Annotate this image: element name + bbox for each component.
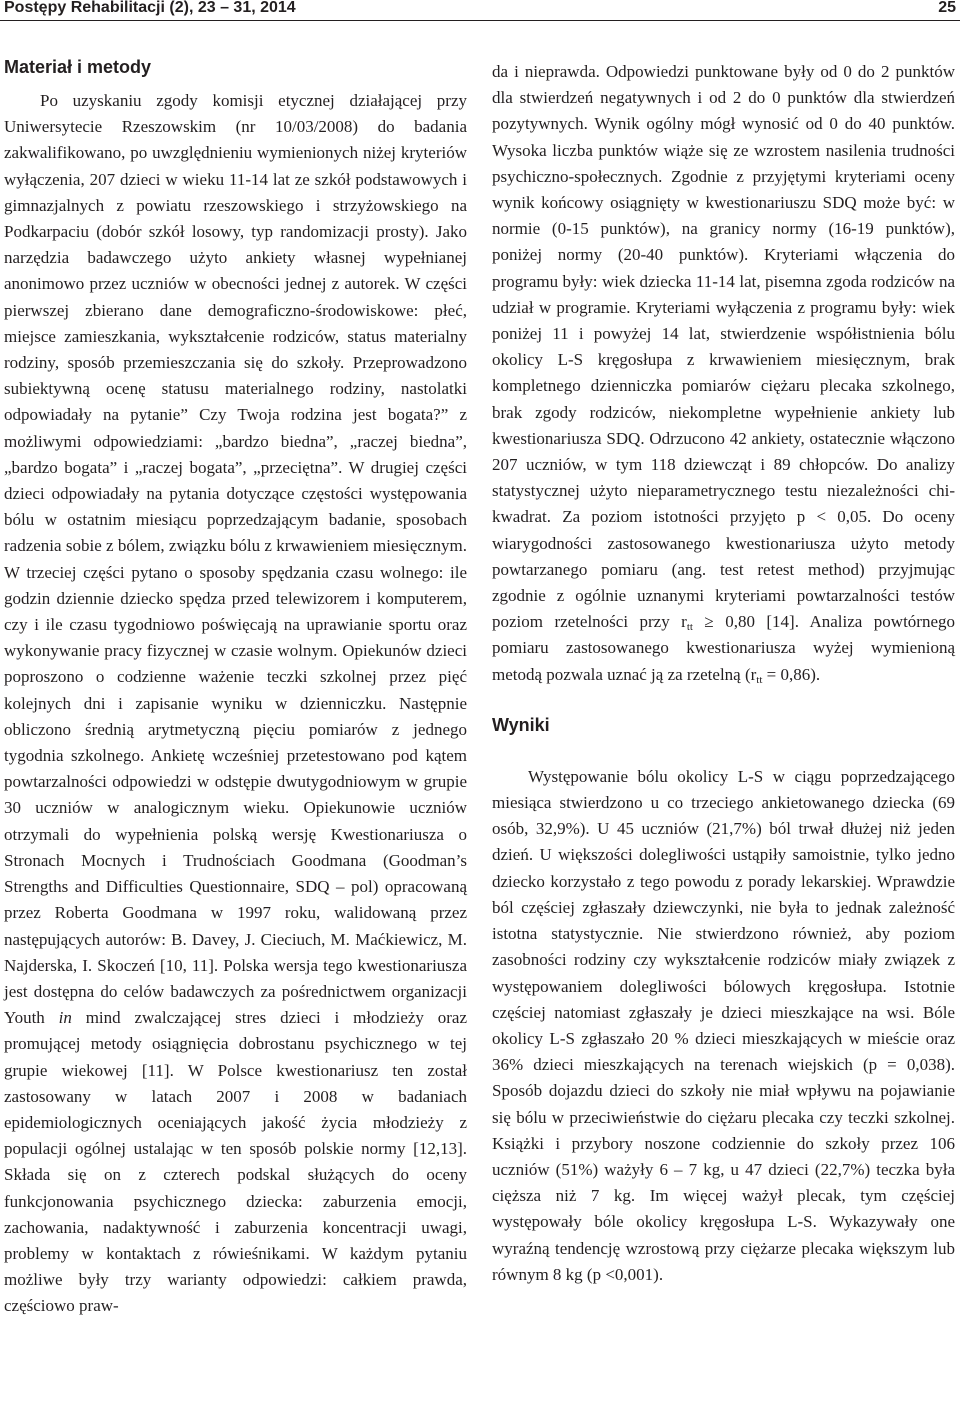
methods-continued-paragraph (492, 59, 955, 688)
section-heading-methods: Materiał i metody (4, 57, 152, 77)
methods-italic-word: in (58, 1008, 72, 1028)
methods-paragraph (4, 88, 467, 1320)
left-column (4, 54, 467, 1320)
subscript-tt: tt (686, 621, 693, 634)
subscript-tt-2: tt (756, 673, 763, 686)
results-paragraph: Występowanie bólu okolicy L-S w ciągu poprzedzającego miesiąca stwierdzono u co trzeciego ankietowanego dziecka (69 osób, 32,9%). U 45 uczniów (21,7%) ból trwał dłużej niż jeden dzień. U większości dolegliwości ustąpiły samoistnie, tylko jedno dziecko korzystało z tego powodu z porady lekarskiej. Wprawdzie ból częściej zgłaszały dziewczynki, nie była to jednak zależność istotna statystycznie. Nie stwierdzono również, aby poziom zasobności rodziny czy wykształcenie rodziców miały związek z występowaniem dolegliwości bólowych kręgosłupa. Istotnie częściej natomiast zgłaszały je dzieci mieszkające na wsi. Bóle okolicy L-S zgłaszało 20 % dzieci mieszkających w mieście oraz 36% dzieci mieszkających na terenach wiejskich (p = 0,038). Sposób dojazdu dzieci do szkoły nie miał wpływu na pojawianie się bólu w przeciwieństwie do ciężaru plecaka czy teczki szkolnej. Książki i przybory noszone codziennie do szkoły przez 106 uczniów (51%) ważyły 6 – 7 kg, u 47 dzieci (22,7%) teczka była cięższa niż 7 kg. Im więcej ważył plecak, tym częściej występowały bóle okolicy kręgosłupa L-S. Wykazywały one wyraźną tendencję wzrostową przy ciężarze plecaka większym lub równym 8 kg (p <0,001). (492, 766, 955, 1284)
methods-continued-end: = 0,86). (762, 664, 821, 684)
methods-continued-mid: ≥ 0,80 [14]. Analiza powtórnego pomiaru zastosowanego kwestionariusza wyżej wymienioną metodą pozwala uznać ją za rzetelną (r (492, 612, 955, 684)
section-heading-results: Wyniki (492, 714, 550, 735)
methods-text: Po uzyskaniu zgody komisji etycznej działającej przy Uniwersytecie Rzeszowskim (nr 10/03/2008) do badania zakwalifikowano, po uwzględnieniu wymienionych niżej kryteriów wyłączenia, 207 dzieci w wieku 11-14 lat ze szkół podstawowych i gimnazjalnych z powiatu rzeszowskiego i strzyżowskiego na Podkarpaciu (dobór szkół losowy, typ randomizacji prosty). Jako narzędzia badawczego użyto ankiety własnej wypełnianej anonimowo przez uczniów w obecności jednej z autorek. W części pierwszej zbierano dane demograficzno-środowiskowe: płeć, miejsce zamieszkania, wykształcenie rodziców, status materialny rodziny, sposób przemieszczania się do szkoły. Przeprowadzono subiektywną ocenę statusu materialnego rodziny, nastolatki odpowiadały na pytanie” Czy Twoja rodzina jest bogata?” z możliwymi odpowiedziami: „bardzo biedna”, „raczej biedna”, „bardzo bogata” i „raczej bogata”, „przeciętna”. W drugiej części dzieci odpowiadały na pytania dotyczące częstości występowania bólu w ostatnim miesiącu poprzedzającym badanie, sposobach radzenia sobie z bólem, związku bólu z krwawieniem miesięcznym. W trzeciej części pytano o sposoby spędzania czasu wolnego: ile godzin dziennie dziecko spędza przed telewizorem i komputerem, czy i ile czasu tygodniowo poświęcają na uprawianie sportu oraz wykonywanie pracy fizycznej w czasie wolnym. Opiekunów dzieci poproszono o codzienne ważenie teczki szkolnej przez pięć kolejnych dni i zapisanie wyniku w dzienniczku. Następnie obliczono średnią arytmetyczną pięciu pomiarów z jednego tygodnia szkolnego. Ankietę wcześniej przetestowano pod kątem powtarzalności odpowiedzi w odstępie dwutygodniowym w grupie 30 uczniów w analogicznym wieku. Opiekunowie uczniów otrzymali do wypełnienia polską wersję Kwestionariusza o Stronach Mocnych i Trudnościach Goodmana (Goodman’s Strengths and Difficulties Questionnaire, SDQ – pol) opracowaną przez Roberta Goodmana w 1997 roku, walidowaną przez następujących autorów: B. Davey, J. Cieciuch, M. Maćkiewicz, M. Najderska, I. Skoczeń [10, 11]. Polska wersja tego kwestionariusza jest dostępna do celów badawczych za pośrednictwem organizacji Youth (4, 91, 467, 1028)
journal-citation: Postępy Rehabilitacji (2), 23 – 31, 2014 (4, 0, 296, 16)
methods-text-end: mind zwalczającej stres dzieci i młodzieży oraz promującej metody osiągnięcia dobrostanu psychicznego w tej grupie wiekowej [11]. W Polsce kwestionariusz ten został zastosowany w latach 2007 i 2008 w badaniach epidemiologicznych oceniających jakość życia młodzieży z populacji ogólnej ustalając w ten sposób polskie normy [12,13]. Składa się on z czterech podskal służących do oceny funkcjonowania psychicznego dziecka: zaburzenia emocji, zachowania, nadaktywność i zaburzenia koncentracji uwagi, problemy w kontaktach z rówieśnikami. W każdym pytaniu możliwe były trzy warianty odpowiedzi: całkiem prawda, częściowo praw- (4, 1008, 467, 1316)
page-number: 25 (938, 0, 956, 16)
right-column (492, 59, 955, 1288)
running-header (0, 0, 960, 21)
methods-continued-text: da i nieprawda. Odpowiedzi punktowane były od 0 do 2 punktów dla stwierdzeń negatywnych i od 2 do 0 punktów dla stwierdzeń pozytywnych. Wynik ogólny mógł wynosić od 0 do 40 punktów. Wysoka liczba punktów wiąże się ze wzrostem nasilenia trudności psychiczno-społecznych. Zgodnie z przyjętymi kryteriami oceny wynik końcowy osiągnięty w kwestionariuszu SDQ może być: w normie (0-15 punktów), na granicy normy (16-19 punktów), poniżej normy (20-40 punktów). Kryteriami włączenia do programu były: wiek dziecka 11-14 lat, pisemna zgoda rodziców na udział w programie. Kryteriami wyłączenia z programu były: wiek poniżej 11 i powyżej 14 lat, stwierdzenie współistnienia bólu okolicy L-S kręgosłupa z krwawieniem miesięcznym, brak kompletnego dzienniczka pomiarów ciężaru plecaka szkolnego, brak zgody rodziców, niekompletne wypełnienie ankiety lub kwestionariusza SDQ. Odrzucono 42 ankiety, ostatecznie włączono 207 uczniów, w tym 118 dziewcząt i 89 chłopców. Do analizy statystycznej użyto nieparametrycznego testu niezależności chi-kwadrat. Za poziom istotności przyjęto p < 0,05. Do oceny wiarygodności zastosowanego kwestionariusza użyto metody powtarzanego pomiaru (ang. test retest method) przyjmując zgodnie z ogólnie uznanymi kryteriami powtarzalności testów poziom rzetelności przy r (492, 62, 955, 632)
